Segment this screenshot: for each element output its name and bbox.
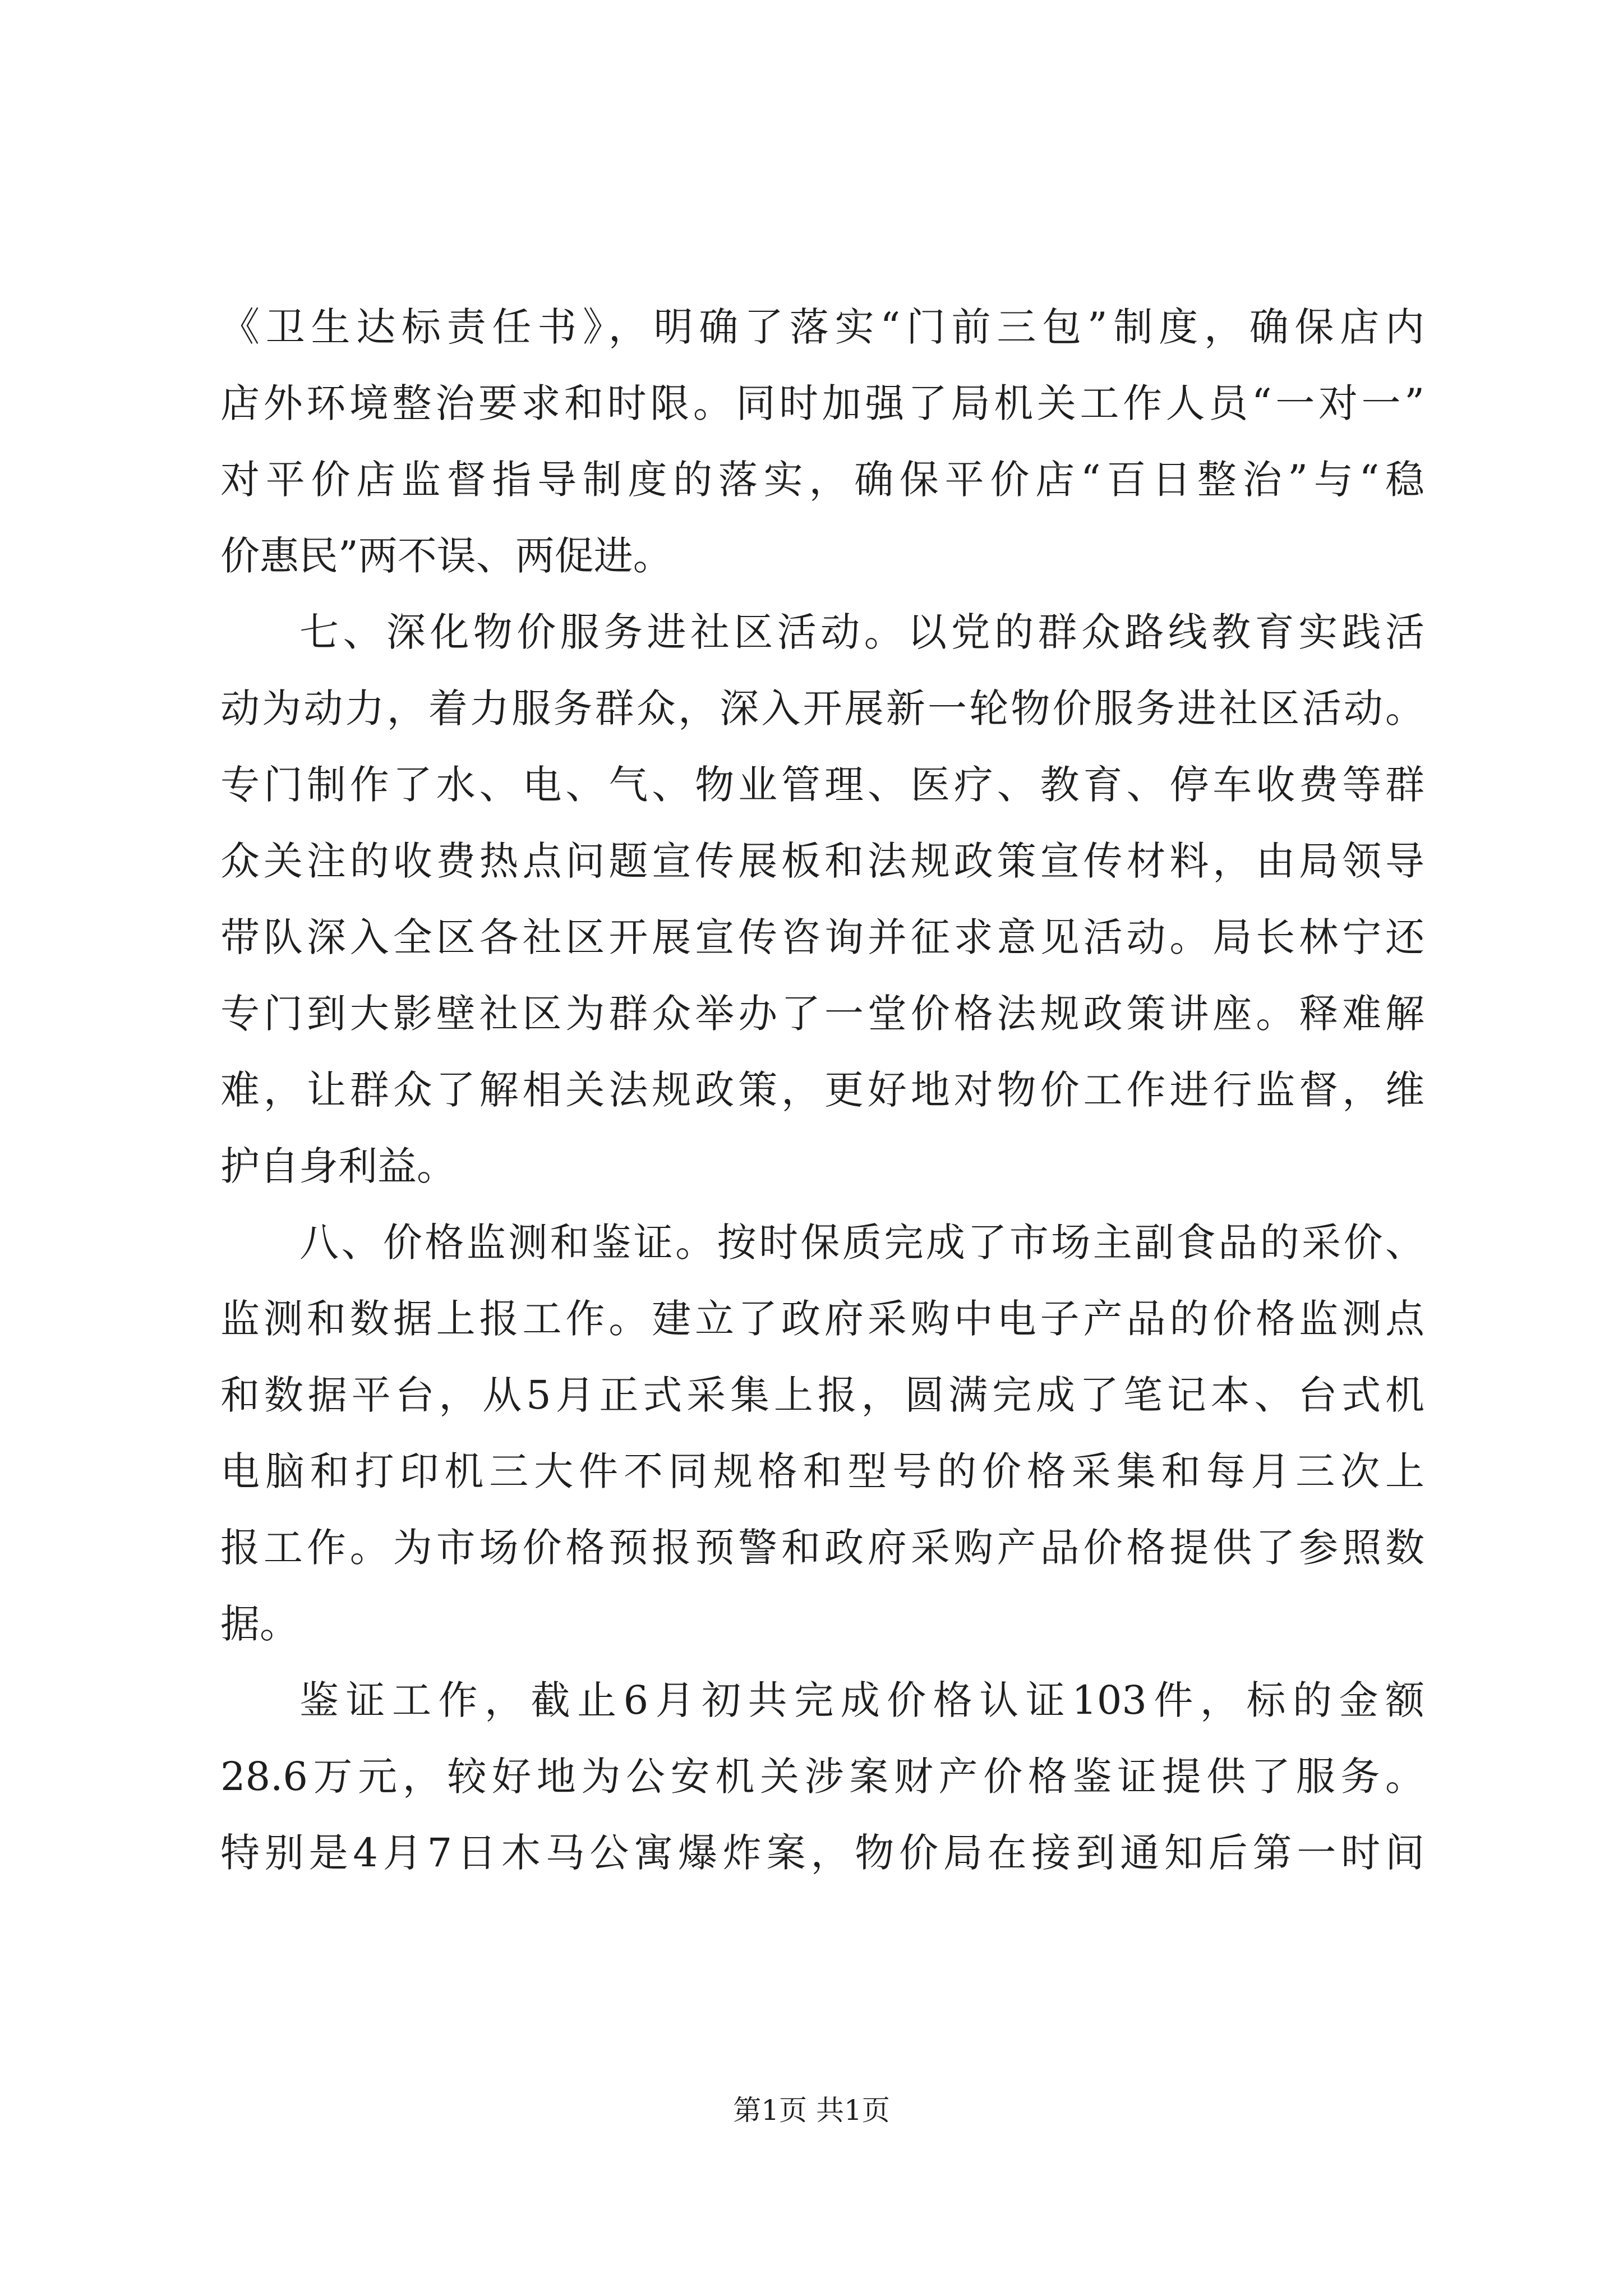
paragraph-first-line: 鉴证工作，截止6月初共完成价格认证103件，标的金额: [299, 1677, 1424, 1723]
body-line: 众关注的收费热点问题宣传展板和法规政策宣传材料，由局领导: [220, 838, 1424, 884]
body-line: 特别是4月7日木马公寓爆炸案，物价局在接到通知后第一时间: [220, 1830, 1424, 1876]
body-line: 对平价店监督指导制度的落实，确保平价店“百日整治”与“稳: [220, 457, 1424, 503]
body-line: 专门制作了水、电、气、物业管理、医疗、教育、停车收费等群: [220, 762, 1424, 808]
body-line: 《卫生达标责任书》，明确了落实“门前三包”制度，确保店内: [220, 304, 1424, 350]
body-line: 和数据平台，从5月正式采集上报，圆满完成了笔记本、台式机: [220, 1372, 1424, 1418]
body-line: 动为动力，着力服务群众，深入开展新一轮物价服务进社区活动。: [220, 685, 1424, 731]
body-line: 28.6万元，较好地为公安机关涉案财产价格鉴证提供了服务。: [220, 1754, 1424, 1800]
body-line: 店外环境整治要求和时限。同时加强了局机关工作人员“一对一”: [220, 380, 1424, 426]
body-line: 带队深入全区各社区开展宣传咨询并征求意见活动。局长林宁还: [220, 914, 1424, 960]
body-line: 电脑和打印机三大件不同规格和型号的价格采集和每月三次上: [220, 1448, 1424, 1494]
page-footer: 第1页 共1页: [733, 2094, 890, 2127]
body-line: 监测和数据上报工作。建立了政府采购中电子产品的价格监测点: [220, 1296, 1424, 1342]
body-line: 专门到大影壁社区为群众举办了一堂价格法规政策讲座。释难解: [220, 991, 1424, 1037]
body-line: 报工作。为市场价格预报预警和政府采购产品价格提供了参照数: [220, 1525, 1424, 1571]
body-line: 据。: [220, 1601, 299, 1647]
paragraph-heading-line: 八、价格监测和鉴证。按时保质完成了市场主副食品的采价、: [299, 1220, 1424, 1266]
body-line: 难，让群众了解相关法规政策，更好地对物价工作进行监督，维: [220, 1067, 1424, 1113]
body-line: 价惠民”两不误、两促进。: [220, 533, 672, 579]
paragraph-heading-line: 七、深化物价服务进社区活动。以党的群众路线教育实践活: [299, 609, 1424, 655]
body-line: 护自身利益。: [220, 1143, 456, 1189]
